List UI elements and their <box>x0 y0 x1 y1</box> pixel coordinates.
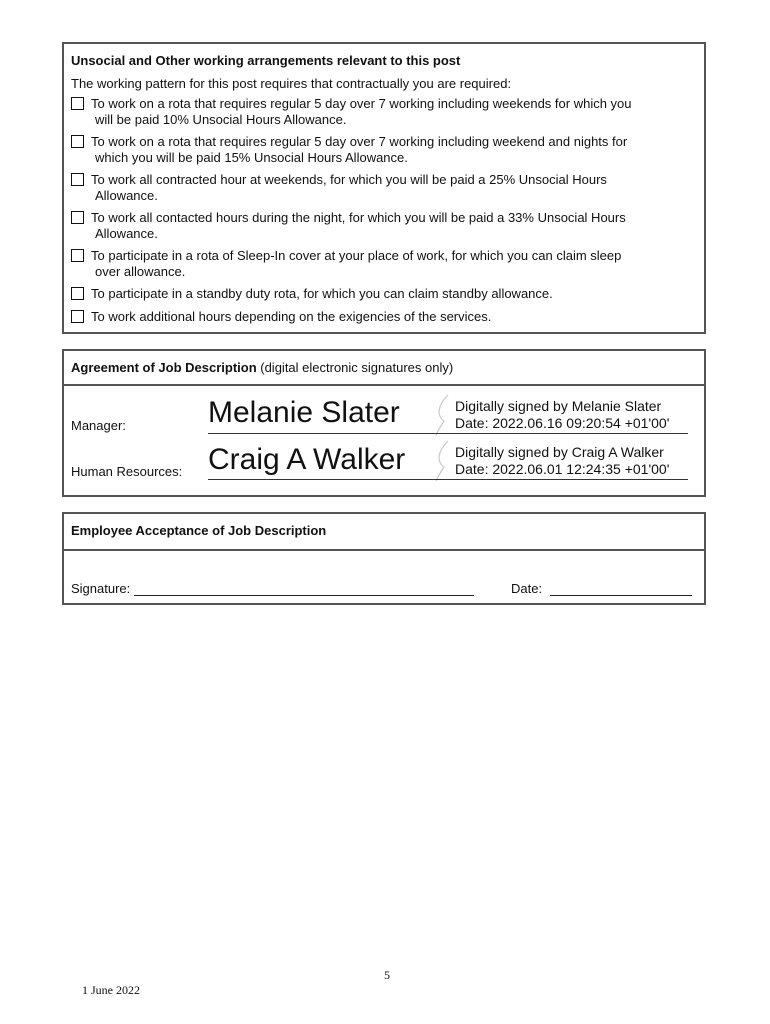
manager-label: Manager: <box>71 418 126 433</box>
option-checkbox-5[interactable] <box>71 249 84 262</box>
option-row-1 <box>71 96 696 128</box>
date-label: Date: <box>511 581 543 596</box>
unsocial-section <box>62 42 706 334</box>
hr-digital-date: Date: 2022.06.01 12:24:35 +01'00' <box>455 461 670 477</box>
manager-signature-mark-icon <box>434 393 454 437</box>
option-text-2a: To work on a rota that requires regular 5 day over 7 working including weekend and nights for <box>91 134 628 149</box>
option-text-5b: over allowance. <box>95 264 186 279</box>
option-text-4a: To work all contacted hours during the night, for which you will be paid a 33% Unsocial Hours <box>91 210 626 225</box>
agreement-section <box>62 349 706 497</box>
manager-signature-line <box>208 433 688 434</box>
option-text-1a: To work on a rota that requires regular 5 day over 7 working including weekends for which you <box>91 96 632 111</box>
manager-digital-signed: Digitally signed by Melanie Slater <box>455 398 662 414</box>
option-text-3b: Allowance. <box>95 188 158 203</box>
option-text-1b: will be paid 10% Unsocial Hours Allowance. <box>95 112 347 127</box>
option-checkbox-7[interactable] <box>71 310 84 323</box>
option-row-6 <box>71 286 696 302</box>
option-text-3a: To work all contracted hour at weekends, for which you will be paid a 25% Unsocial Hours <box>91 172 607 187</box>
option-row-7 <box>71 309 696 325</box>
agreement-subtitle: (digital electronic signatures only) <box>256 360 454 375</box>
hr-signature-line <box>208 479 688 480</box>
page-number: 5 <box>384 968 390 982</box>
signature-field[interactable] <box>134 583 474 596</box>
option-row-2 <box>71 134 696 166</box>
manager-digital-date: Date: 2022.06.16 09:20:54 +01'00' <box>455 415 670 431</box>
unsocial-intro: The working pattern for this post requires that contractually you are required: <box>71 76 512 91</box>
hr-signature-mark-icon <box>434 439 454 483</box>
acceptance-title: Employee Acceptance of Job Description <box>64 514 704 551</box>
agreement-header <box>64 351 704 386</box>
signature-label: Signature: <box>71 581 131 596</box>
acceptance-section <box>62 512 706 605</box>
option-text-2b: which you will be paid 15% Unsocial Hours Allowance. <box>95 150 408 165</box>
option-checkbox-4[interactable] <box>71 211 84 224</box>
footer-date: 1 June 2022 <box>82 983 140 997</box>
option-row-5 <box>71 248 696 280</box>
hr-digital-signed: Digitally signed by Craig A Walker <box>455 444 664 460</box>
option-checkbox-2[interactable] <box>71 135 84 148</box>
hr-signature-name: Craig A Walker <box>208 443 406 476</box>
option-checkbox-3[interactable] <box>71 173 84 186</box>
unsocial-title: Unsocial and Other working arrangements relevant to this post <box>71 53 461 68</box>
option-text-4b: Allowance. <box>95 226 158 241</box>
manager-signature-name: Melanie Slater <box>208 396 400 429</box>
option-checkbox-6[interactable] <box>71 287 84 300</box>
option-row-4 <box>71 210 696 242</box>
date-field[interactable] <box>550 583 692 596</box>
option-text-6: To participate in a standby duty rota, for which you can claim standby allowance. <box>91 286 553 301</box>
option-checkbox-1[interactable] <box>71 97 84 110</box>
option-row-3 <box>71 172 696 204</box>
agreement-title: Agreement of Job Description <box>71 360 257 375</box>
option-text-7: To work additional hours depending on the exigencies of the services. <box>91 309 492 324</box>
option-text-5a: To participate in a rota of Sleep-In cover at your place of work, for which you can claim sleep <box>91 248 622 263</box>
hr-label: Human Resources: <box>71 464 183 479</box>
